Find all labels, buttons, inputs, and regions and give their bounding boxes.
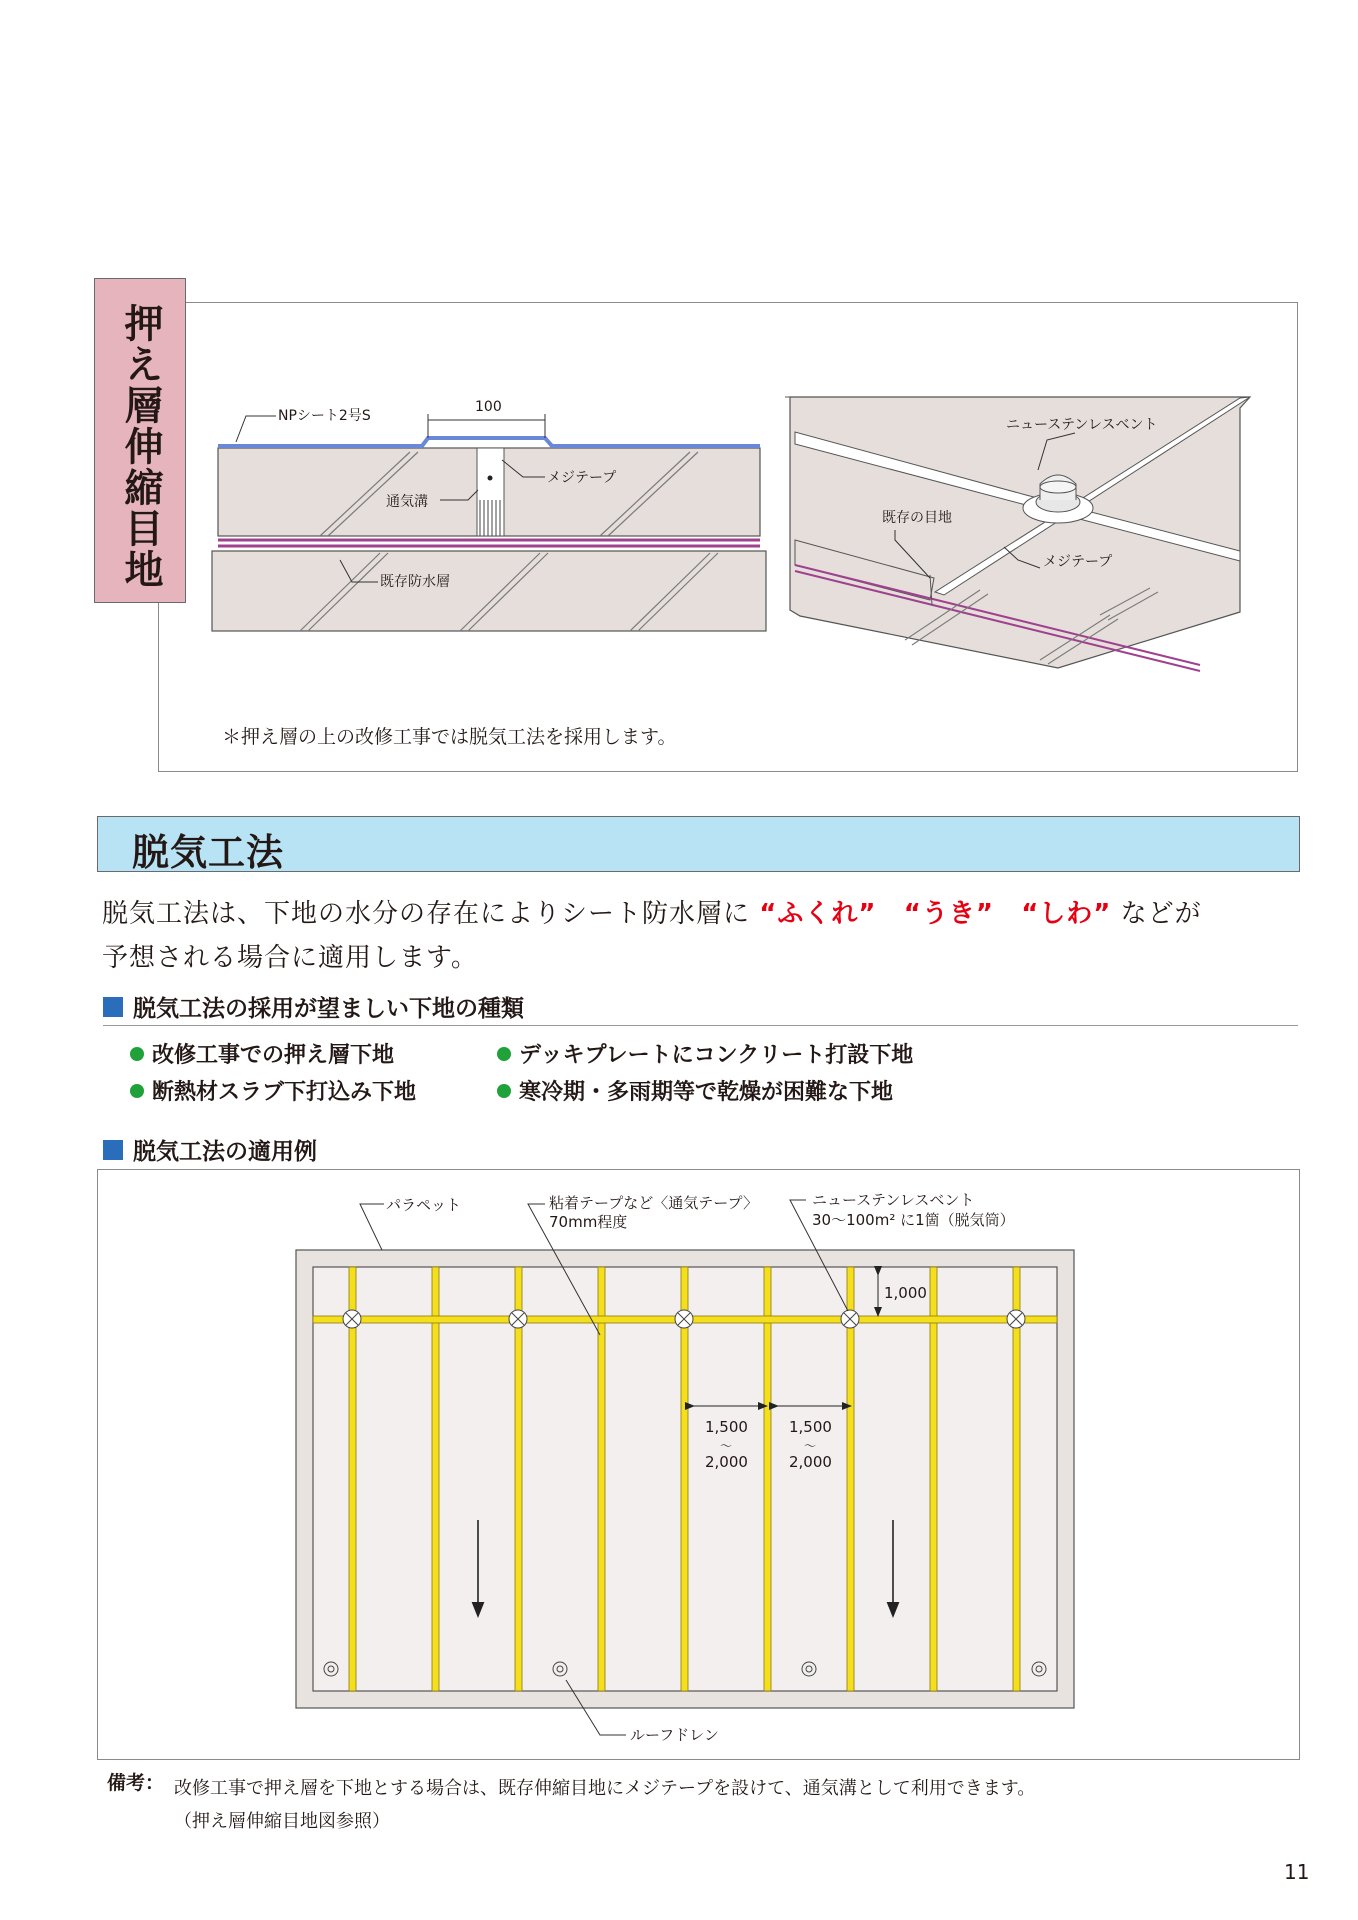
subsection-title-1: 脱気工法の採用が望ましい下地の種類 — [133, 996, 524, 1022]
spacing-top: 1,000 — [884, 1284, 927, 1302]
spacing-b-3: 2,000 — [789, 1453, 832, 1471]
vent-label-1: ニューステンレスベント — [812, 1191, 975, 1209]
vent-label-2: 30〜100m² に1箇（脱気筒） — [812, 1211, 1015, 1229]
sheet-label: NPシート2号S — [278, 408, 371, 424]
intro-line-2: 予想される場合に適用します。 — [102, 943, 478, 973]
spacing-b-2: 〜 — [804, 1439, 817, 1453]
page-number: 11 — [1284, 1860, 1310, 1884]
remarks-label: 備考： — [107, 1772, 165, 1794]
bullet-text: 断熱材スラブ下打込み下地 — [152, 1080, 417, 1105]
vent-label: ニューステンレスベント — [1006, 417, 1158, 433]
vertical-title: 押え層伸縮目地 — [118, 303, 163, 590]
remarks-line-2: （押え層伸縮目地図参照） — [174, 1811, 390, 1832]
bullet-text: デッキプレートにコンクリート打設下地 — [519, 1043, 914, 1068]
bullet-text: 改修工事での押え層下地 — [152, 1043, 395, 1068]
section-title: 脱気工法 — [132, 831, 284, 874]
subsection-title-2: 脱気工法の適用例 — [133, 1139, 317, 1165]
channel-label: 通気溝 — [386, 494, 428, 510]
top-note: ＊押え層の上の改修工事では脱気工法を採用します。 — [222, 726, 677, 748]
tape-label-2: 70mm程度 — [549, 1213, 628, 1231]
bullet-text: 寒冷期・多雨期等で乾燥が困難な下地 — [519, 1080, 894, 1105]
tape-label-right: メジテープ — [1043, 554, 1113, 570]
joint-label: 既存の目地 — [882, 510, 952, 526]
existing-layer-label: 既存防水層 — [380, 574, 450, 590]
tape-label-1: 粘着テープなど〈通気テープ〉 — [549, 1194, 758, 1212]
parapet-label: パラペット — [386, 1196, 462, 1214]
dimension-100: 100 — [475, 399, 502, 415]
drain-label: ルーフドレン — [630, 1726, 719, 1744]
spacing-b-1: 1,500 — [789, 1418, 832, 1436]
spacing-a-3: 2,000 — [705, 1453, 748, 1471]
tape-label: メジテープ — [547, 470, 617, 486]
highlight-uki: “うき” — [903, 899, 994, 929]
highlight-fukure: “ふくれ” — [759, 899, 877, 929]
spacing-a-2: 〜 — [720, 1439, 733, 1453]
spacing-a-1: 1,500 — [705, 1418, 748, 1436]
intro-text-b: などが — [1120, 899, 1202, 929]
highlight-shiwa: “しわ” — [1021, 899, 1112, 929]
intro-text-a: 脱気工法は、下地の水分の存在によりシート防水層に — [102, 899, 751, 929]
remarks-text — [174, 1772, 1035, 1838]
remarks-line-1: 改修工事で押え層を下地とする場合は、既存伸縮目地にメジテープを設けて、通気溝として利用できます。 — [174, 1778, 1036, 1799]
